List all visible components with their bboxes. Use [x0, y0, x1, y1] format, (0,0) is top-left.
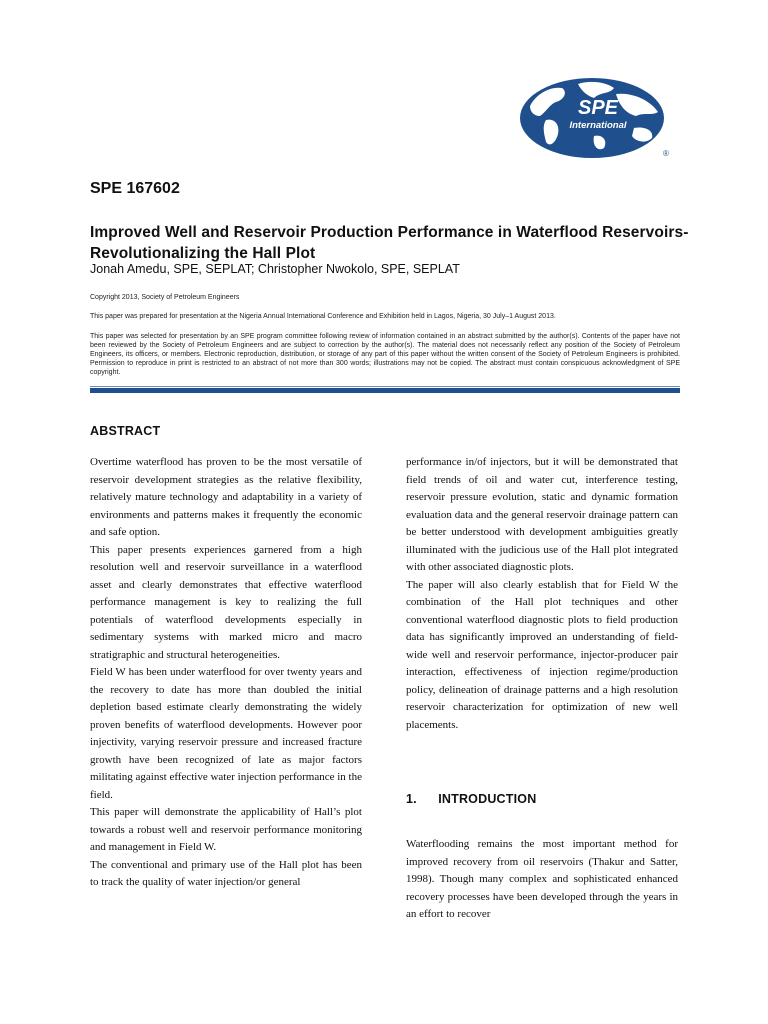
abstract-heading: ABSTRACT: [90, 424, 161, 438]
svg-text:®: ®: [663, 149, 669, 158]
svg-text:International: International: [569, 120, 627, 131]
introduction-heading: [406, 792, 536, 806]
svg-text:SPE: SPE: [577, 97, 619, 119]
abstract-paragraph: The conventional and primary use of the Hall plot has been to track the quality of water injection/or general: [90, 858, 362, 888]
prepared-statement: This paper was prepared for presentation at the Nigeria Annual International Conference and Exhibition held in Lagos, Nigeria, 30 July–1 August 2013.: [90, 313, 556, 320]
authors: Jonah Amedu, SPE, SEPLAT; Christopher Nwokolo, SPE, SEPLAT: [90, 262, 460, 276]
abstract-paragraph: performance in/of injectors, but it will be demonstrated that field trends of oil and water cut, interference testing, reservoir pressure evolution, static and dynamic formation evaluation data and the general reservoir drainage pattern can be better understood with development ambiguities greatly illuminated with the judicious use of the Hall plot integrated with other associated diagnostic plots.: [406, 456, 678, 573]
header-rule-thick: [90, 388, 680, 393]
section-title: INTRODUCTION: [438, 792, 537, 806]
abstract-paragraph: The paper will also clearly establish that for Field W the combination of the Hall plot techniques and other conventional waterflood diagnostic plots to field production data has significantly improved an understanding of field-wide well and reservoir performance, injector-producer pair interaction, effectiveness of injection regime/production policy, delineation of drainage patterns and a high resolution reservoir characterization for optimization of new well placements.: [406, 578, 678, 731]
section-number: 1.: [406, 792, 417, 806]
abstract-right-column: [406, 454, 678, 734]
introduction-paragraph: Waterflooding remains the most important method for improved recovery from oil reservoirs (Thakur and Satter, 1998). Though many complex and sophisticated enhanced recovery processes have been developed through the years in an effort to recover: [406, 838, 678, 920]
paper-title: Improved Well and Reservoir Production Performance in Waterflood Reservoirs-Revolutionalizing the Hall Plot: [90, 224, 689, 262]
abstract-paragraph: Field W has been under waterflood for over twenty years and the recovery to date has more than doubled the initial depletion based estimate clearly demonstrating the widely proven benefits of waterflood developments. However poor injectivity, varying reservoir pressure and increased fracture growth have been recognized of late as major factors militating against effective water injection performance in the field.: [90, 666, 362, 801]
spe-logo: [516, 76, 676, 160]
copyright-line: Copyright 2013, Society of Petroleum Engineers: [90, 294, 240, 301]
paper-id: SPE 167602: [90, 180, 180, 197]
abstract-left-column: [90, 454, 362, 892]
selection-notice: This paper was selected for presentation by an SPE program committee following review of information contained in an abstract submitted by the author(s). Contents of the paper have not been reviewed by the Society of Petroleum Engineers and are subject to correction by the author(s). The material does not necessarily reflect any position of the Society of Petroleum Engineers, its officers, or members. Electronic reproduction, distribution, or storage of any part of this paper without the written consent of the Society of Petroleum Engineers is prohibited. Permission to reproduce in print is restricted to an abstract of not more than 300 words; illustrations may not be copied. The abstract must contain conspicuous acknowledgment of SPE copyright.: [90, 333, 680, 376]
header-rule-thin: [90, 386, 680, 387]
abstract-paragraph: This paper will demonstrate the applicability of Hall’s plot towards a robust well and reservoir performance monitoring and management in Field W.: [90, 806, 362, 853]
abstract-paragraph: Overtime waterflood has proven to be the most versatile of reservoir development strategies as the relative flexibility, relatively mature technology and adaptability in a variety of environments and patterns makes it frequently the economic and safe option.: [90, 456, 362, 538]
abstract-paragraph: This paper presents experiences garnered from a high resolution well and reservoir surveillance in a waterflood asset and clearly demonstrates that effective waterflood performance management is key to realizing the full potentials of waterflood developments especially in sedimentary systems with marked micro and macro stratigraphic and structural heterogeneities.: [90, 543, 362, 661]
introduction-column: [406, 836, 678, 924]
